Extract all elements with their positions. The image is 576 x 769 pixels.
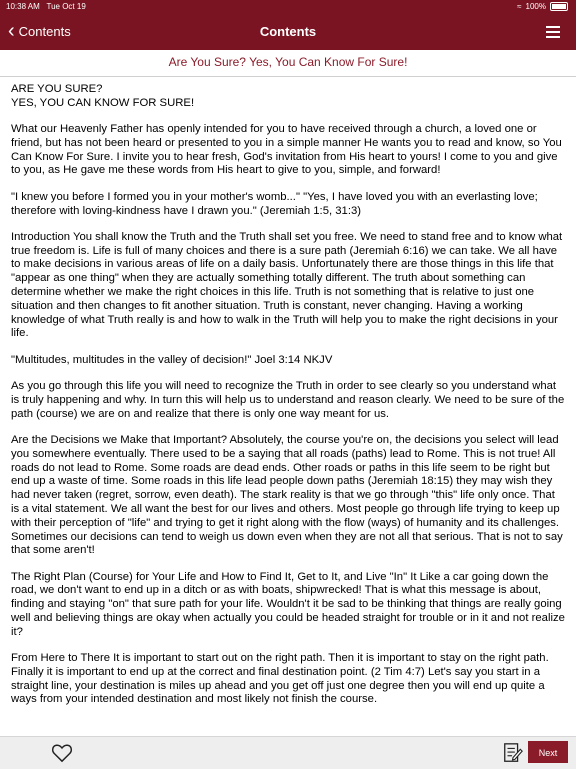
- paragraph: "Multitudes, multitudes in the valley of decision!" Joel 3:14 NKJV: [11, 353, 333, 366]
- hamburger-menu-icon[interactable]: [546, 26, 560, 41]
- article-content: [11, 83, 566, 720]
- chapter-subtitle: Are You Sure? Yes, You Can Know For Sure!: [0, 50, 576, 77]
- status-time: 10:38 AM Tue Oct 19: [6, 2, 86, 11]
- next-button[interactable]: Next: [528, 741, 568, 763]
- status-right: [517, 2, 568, 11]
- notes-pencil-icon[interactable]: [502, 742, 524, 764]
- bottom-toolbar: [0, 736, 576, 769]
- paragraph: Introduction You shall know the Truth and the Truth shall set you free. We need to stand free and to know what true freedom is. Life is full of many choices and there is a sure path (Jeremiah 6:16) we can take. We all have to make decisions in various areas of life on a daily basis. Unfortunately there are those things in this life that "appear as one thing" when they are actually something totally different. The truth about something can determine whether we make the right choices in this life. Truth is not something that is relative to just one situation and then changes to fit another situation. Truth is constant, never changing. Having a working knowledge of what Truth really is and how to walk in the Truth will help you to make the right decisions in your life.: [11, 230, 563, 340]
- battery-icon: [550, 2, 568, 11]
- paragraph: The Right Plan (Course) for Your Life and How to Find It, Get to It, and Live "In" It Like a car going down the road, we don't want to end up in a ditch or as with boats, shipwrecked! That is what this message is about, finding and staying "on" that sure path for your life. Wouldn't it be sad to be thinking that things are really going well and believing things are okay when actually you could be headed straight for trouble or in it and not realize it?: [11, 570, 565, 638]
- wifi-icon: ≈: [517, 2, 522, 11]
- status-bar: [0, 0, 576, 14]
- back-label: Contents: [18, 23, 71, 39]
- page-title: Contents: [259, 24, 317, 39]
- battery-percent: 100%: [525, 2, 546, 11]
- paragraph: "I knew you before I formed you in your mother's womb..." "Yes, I have loved you with an everlasting love; therefore with loving-kindness have I drawn you." (Jeremiah 1:5, 31:3): [11, 190, 538, 217]
- paragraph: Are the Decisions we Make that Important? Absolutely, the course you're on, the decisions you select will lead you somewhere eventually. There used to be a saying that all roads (paths) lead to Rome. This is not true! All roads do not lead to Rome. Some roads are dead ends. Other roads or paths in this life seem to be right but end up a waste of time. Some roads in this life lead people down paths (Jeremiah 18:15) they may wish they had never taken (regret, sorrow, even death). The stark reality is that we go through "this" life only once. That is a vital statement. We all want the best for our lives and others. Most people go through life trying to keep up with their perception of "life" and trying to get it right along with the flow (ways) of humanity and its challenges. Sometimes our decisions can tend to weigh us down even when they are not all that serious. That is not to say that some aren't!: [11, 433, 563, 557]
- nav-bar: [0, 14, 576, 50]
- chevron-left-icon: ‹: [8, 20, 15, 42]
- heart-icon[interactable]: [51, 743, 73, 763]
- paragraph: What our Heavenly Father has openly intended for you to have received through a church, a loved one or friend, but has not been heard or presented to you in a simple manner He wants you to read and know, so You Can Know For Sure. I invite you to hear fresh, God's invitation from His heart to yours! I come to you and give to you, as He gave me these words from His heart to give to you, simple, and forward!: [11, 123, 562, 177]
- paragraph: As you go through this life you will need to recognize the Truth in order to see clearly so you understand what is truly happening and why. In turn this will help us to understand and reason clearly. We need to be sure of the path (course) we are on and realize that there is only one way meant for us.: [11, 380, 565, 420]
- paragraph: From Here to There It is important to start out on the right path. Then it is important to stay on the right path. Finally it is important to end up at the correct and final destination point. (2 Tim 4:7) Let's say you start in a straight line, your destination is miles up ahead and you get off just one degree then you will end up quite a ways from your intended destination and most likely not finish the course.: [11, 652, 549, 706]
- article-heading: ARE YOU SURE? YES, YOU CAN KNOW FOR SURE!: [11, 83, 195, 109]
